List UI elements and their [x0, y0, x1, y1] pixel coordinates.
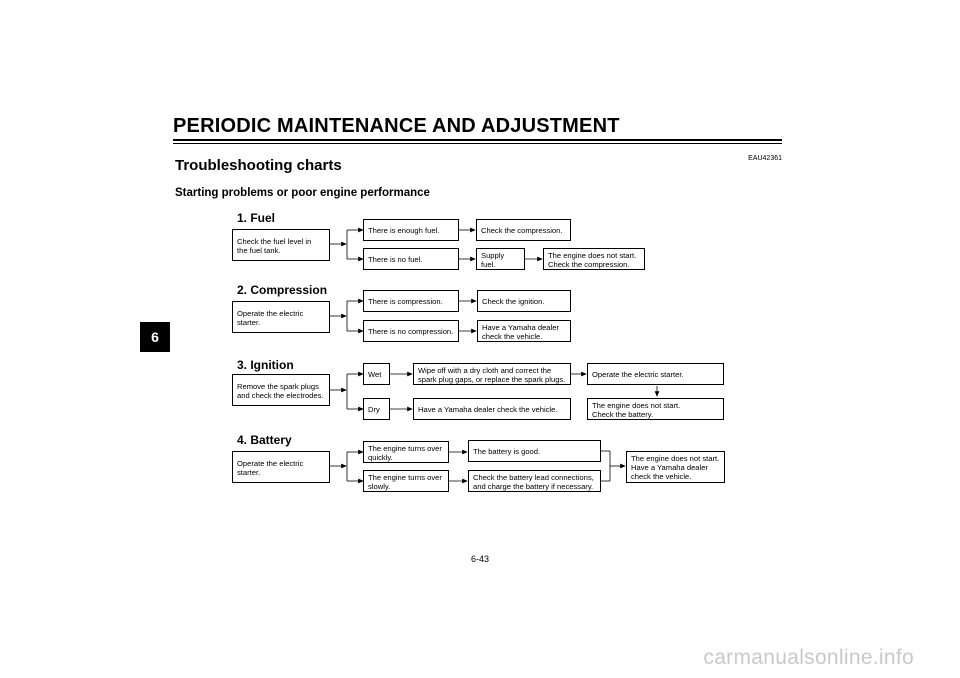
ignition-wet-text: Wet — [368, 370, 382, 379]
chapter-tab: 6 — [140, 322, 170, 352]
fuel-supply-box — [476, 248, 525, 270]
battery-turns-slowly-box — [363, 470, 449, 492]
compression-heading: 2. Compression — [237, 283, 328, 297]
fuel-supply-text: Supply fuel. — [481, 250, 505, 269]
fuel-heading: 1. Fuel — [237, 211, 276, 225]
battery-operate-starter-text: Operate the electric starter. — [237, 458, 304, 477]
compression-none-text: There is no compression. — [368, 327, 454, 336]
ignition-remove-plugs-text: Remove the spark plugs and check the electrodes. — [237, 381, 324, 400]
compression-dealer-box — [477, 320, 571, 342]
fuel-check-level-box — [232, 229, 330, 261]
ignition-wipe-off-box — [413, 363, 571, 385]
battery-turns-quickly-box — [363, 441, 449, 463]
compression-present-text: There is compression. — [368, 297, 443, 306]
battery-turns-quickly-text: The engine turns over quickly. — [368, 443, 442, 462]
ignition-wet-box — [363, 363, 390, 385]
compression-operate-starter-box — [232, 301, 330, 333]
battery-good-text: The battery is good. — [473, 447, 541, 456]
battery-check-leads-box — [468, 470, 601, 492]
ignition-remove-plugs-box — [232, 374, 330, 406]
page-number: 6-43 — [470, 554, 489, 564]
fuel-enough-text: There is enough fuel. — [368, 226, 440, 235]
fuel-check-compression-box — [476, 219, 571, 241]
fuel-enough-box — [363, 219, 459, 241]
compression-operate-starter-text: Operate the electric starter. — [237, 308, 304, 327]
fuel-check-compression-text: Check the compression. — [481, 226, 563, 235]
compression-check-ignition-text: Check the ignition. — [482, 297, 545, 306]
fuel-none-text: There is no fuel. — [368, 255, 423, 264]
compression-dealer-text: Have a Yamaha dealer check the vehicle. — [482, 322, 559, 341]
fuel-not-start-box — [543, 248, 645, 270]
ignition-wipe-off-text: Wipe off with a dry cloth and correct the spark plug gaps, or replace the spark plugs. — [418, 365, 566, 384]
battery-heading: 4. Battery — [237, 433, 292, 447]
battery-good-box — [468, 440, 601, 462]
battery-operate-starter-box — [232, 451, 330, 483]
fuel-not-start-text: The engine does not start. Check the compression. — [548, 250, 637, 269]
battery-check-leads-text: Check the battery lead connections, and charge the battery if necessary. — [473, 472, 594, 491]
compression-check-ignition-box — [477, 290, 571, 312]
ignition-not-start-box — [587, 398, 724, 420]
fuel-none-box — [363, 248, 459, 270]
ignition-not-start-text: The engine does not start. Check the battery. — [592, 400, 681, 419]
battery-not-start-box — [626, 451, 725, 483]
ignition-dry-text: Dry — [368, 405, 380, 414]
section-title: Troubleshooting charts — [175, 157, 342, 174]
ignition-heading: 3. Ignition — [237, 358, 294, 372]
ignition-operate-starter-text: Operate the electric starter. — [592, 370, 684, 379]
compression-present-box — [363, 290, 459, 312]
battery-turns-slowly-text: The engine turns over slowly. — [368, 472, 442, 491]
compression-none-box — [363, 320, 459, 342]
ignition-dealer-box — [413, 398, 571, 420]
ignition-dealer-text: Have a Yamaha dealer check the vehicle. — [418, 405, 558, 414]
ignition-dry-box — [363, 398, 390, 420]
battery-not-start-text: The engine does not start. Have a Yamaha dealer check the vehicle. — [631, 454, 720, 481]
watermark: carmanualsonline.info — [703, 646, 914, 669]
doc-code: EAU42361 — [748, 155, 782, 162]
page-header-title: PERIODIC MAINTENANCE AND ADJUSTMENT — [173, 115, 620, 137]
ignition-operate-starter-box — [587, 363, 724, 385]
subsection-title: Starting problems or poor engine performance — [175, 187, 430, 199]
fuel-check-level-text: Check the fuel level in the fuel tank. — [237, 236, 312, 255]
